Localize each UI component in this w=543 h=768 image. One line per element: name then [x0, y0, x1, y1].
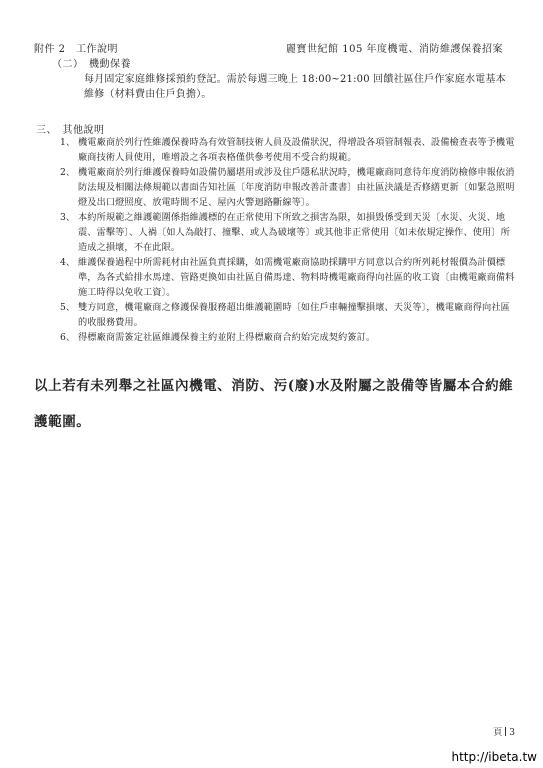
list-item-number: 5、	[60, 302, 76, 313]
list-item-number: 6、	[60, 332, 76, 343]
section-2-body: 每月固定家庭維修採預約登記。需於每週三晚上 18:00~21:00 回饋社區住戶作家庭水電基本維修（材料費由住戶負擔）。	[84, 74, 506, 100]
list-item-text: 機電廠商於列行維護保養時如設備仍屬堪用或涉及住戶隱私狀況時，機電廠商同意待年度消防檢修申報依消防法規及相關法條規範以書面告知社區〔年度消防申報改善計畫書〕由社區決議是否修繕更新〔如緊急照明燈及出口燈照度、放電時間不足、屋內火警迴路斷線等〕。	[78, 167, 515, 208]
list-item-text: 雙方同意，機電廠商之修護保養服務超出維護範圍時〔如住戶車輛撞擊損壞、天災等〕，機電廠商得向社區的收服務費用。	[78, 302, 510, 328]
list-item	[60, 300, 516, 330]
header-project-title: 麗寶世紀館 105 年度機電、消防維護保養招案	[286, 44, 503, 55]
list-item-number: 3、	[60, 212, 76, 223]
section-2-heading: （二） 機動保養	[52, 59, 131, 70]
list-item-text: 機電廠商於列行性維護保養時為有效管制技術人員及設備狀況，得增設各項管制報表、設備檢查表等予機電廠商技術人員使用，唯增設之各項表格僅供參考使用不受合約規範。	[78, 137, 515, 163]
list-item	[60, 135, 516, 165]
list-item-number: 4、	[60, 257, 76, 268]
page-number: 3	[509, 728, 515, 738]
page-label: 頁	[493, 728, 503, 738]
list-item	[60, 165, 516, 210]
list-item-number: 1、	[60, 137, 76, 148]
list-item-number: 2、	[60, 167, 76, 178]
list-item-text: 得標廠商需簽定社區維護保養主約並附上得標廠商合約始完成契約簽訂。	[78, 332, 376, 343]
section-3-heading: 三、 其他說明	[36, 125, 105, 136]
footer-divider	[505, 727, 506, 736]
list-item	[60, 255, 516, 300]
watermark: http://ibeta.tw	[451, 750, 537, 764]
list-item-text: 維護保養過程中所需耗材由社區負責採購，如需機電廠商協助採購甲方同意以合約所列耗材報價為計價標準，為各式給排水馬達、管路更換如由社區自備馬達、物料時機電廠商得向社區的收工資〔由機電廠商備料施工時得以免收工資〕。	[78, 257, 515, 298]
list-item	[60, 330, 516, 345]
notes-list	[60, 135, 516, 345]
list-item-text: 本約所規範之維護範圍係指維護標的在正常使用下所致之損害為限，如損毀係受到天災〔水災、火災、地震、雷擊等〕、人禍〔如人為敲打、撞擊、或人為破壞等〕或其他非正常使用〔如未依規定操作、使用〕所造成之損壞，不在此限。	[78, 212, 510, 253]
list-item	[60, 210, 516, 255]
closing-statement: 以上若有未列舉之社區內機電、消防、污(廢)水及附屬之設備等皆屬本合約維護範圍。	[34, 378, 514, 430]
page-footer	[493, 725, 515, 738]
header-attachment-label: 附件 2 工作說明	[34, 44, 119, 55]
